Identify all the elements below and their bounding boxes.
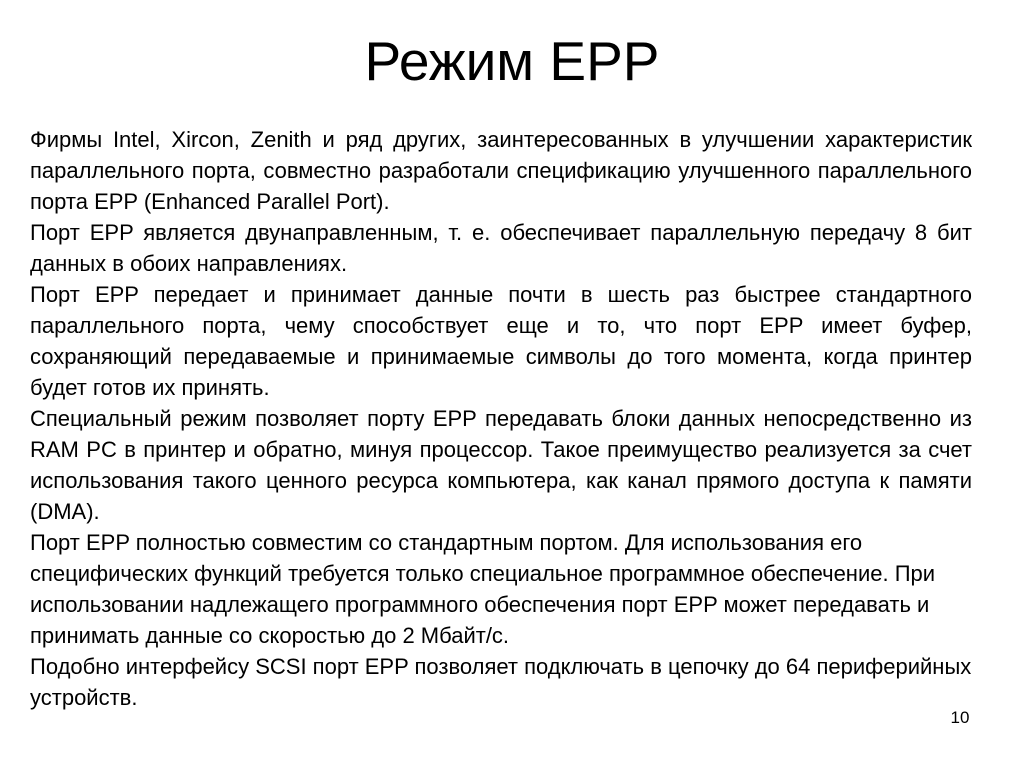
paragraph-dma-mode: Специальный режим позволяет порту EPP передавать блоки данных непосредственно из RAM PC в принтер и обратно, минуя процессор. Такое преимущество реализуется за счет использования такого ценного ресурса компьютера, как канал прямого доступа к памяти (DMA). — [30, 406, 972, 524]
paragraph-scsi-chain: Подобно интерфейсу SCSI порт EPP позволяет подключать в цепочку до 64 периферийных устройств. — [30, 654, 972, 710]
paragraph-compatibility: Порт EPP полностью совместим со стандартным портом. Для использования его специфических функций требуется только специальное программное обеспечение. При использовании надлежащего программного обеспечения порт EPP может передавать и принимать данные со скоростью до 2 Мбайт/с. — [30, 530, 936, 648]
paragraph-bidirectional: Порт EPP является двунаправленным, т. е. обеспечивает параллельную передачу 8 бит данных в обоих направлениях. — [30, 220, 972, 276]
paragraph-speed-buffer: Порт EPP передает и принимает данные почти в шесть раз быстрее стандартного параллельного порта, чему способствует еще и то, что порт EPP имеет буфер, сохраняющий передаваемые и принимаемые символы до того момента, когда принтер будет готов их принять. — [30, 282, 972, 400]
slide-body — [30, 124, 972, 713]
slide-number: 10 — [950, 708, 970, 727]
slide-title: Режим EPP — [364, 30, 660, 92]
paragraph-firms: Фирмы Intel, Xircon, Zenith и ряд других, заинтересованных в улучшении характеристик параллельного порта, совместно разработали спецификацию улучшенного параллельного порта EPP (Enhanced Parallel Port). — [30, 127, 972, 214]
